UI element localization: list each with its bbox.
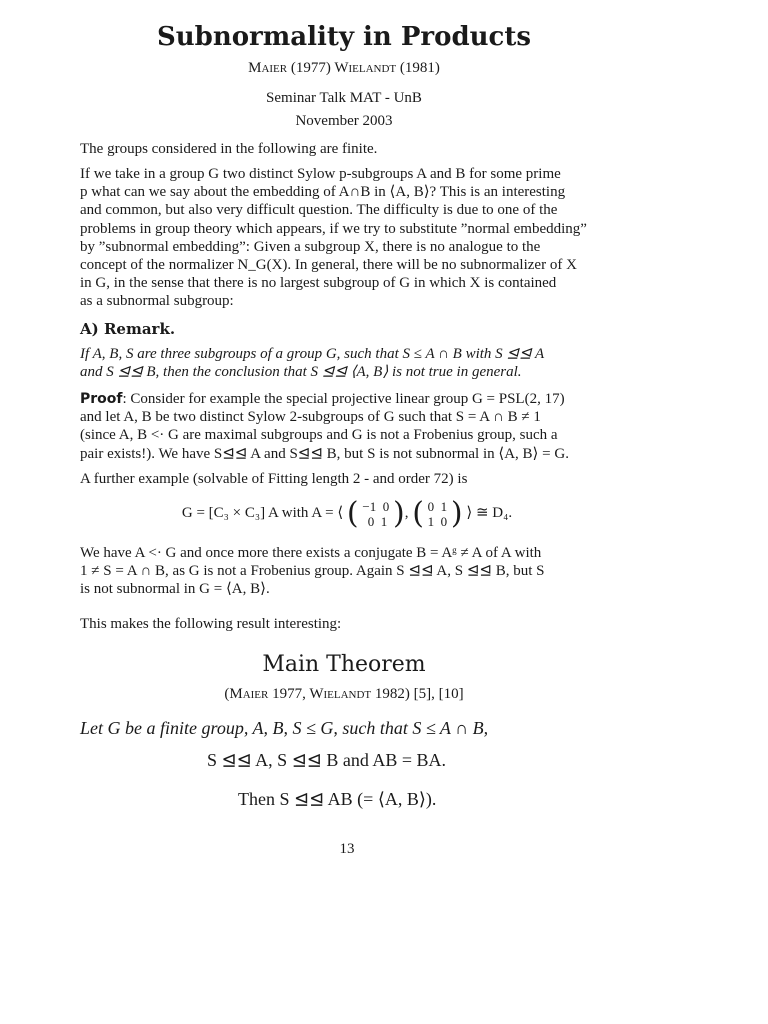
text-line: (since A, B <· G are maximal subgroups and G is not a Frobenius group, such a [80,427,558,444]
theorem-line-2: S ⊴⊴ A, S ⊴⊴ B and AB = BA. [207,750,447,770]
text-line: p what can we say about the embedding of A∩B in ⟨A, B⟩? This is an interesting [80,184,566,201]
text-line: problems in group theory which appears, if we try to substitute ”normal embedding” [80,220,587,237]
date-line: November 2003 [295,113,393,129]
text-line: If we take in a group G two distinct Sylow p-subgroups A and B for some prime [80,166,561,182]
remark-statement [80,345,614,381]
text-line: : Consider for example the special projective linear group G = PSL(2, 17) [122,391,565,407]
matrix-2 [428,499,448,529]
page-number: 13 [339,841,355,857]
matrix-row: 0 1 [364,513,388,529]
right-paren: ) [392,496,405,531]
intro-sentence: The groups considered in the following are finite. [80,141,378,157]
text-line: and common, but also very difficult question. The difficulty is due to one of the [80,202,558,219]
left-paren: ( [346,496,359,531]
text-line: is not subnormal in G = ⟨A, B⟩. [80,581,270,598]
proof-label: Proof [80,391,123,407]
theorem-line-1: Let G be a finite group, A, B, S ≤ G, such that S ≤ A ∩ B, [80,718,489,738]
motivation-paragraph [80,165,614,311]
theorem-line-3: Then S ⊴⊴ AB (= ⟨A, B⟩). [238,789,437,809]
left-paren: ( [412,496,424,531]
second-example-paragraph [80,544,614,599]
right-paren: ) [450,496,463,531]
text-line: as a subnormal subgroup: [80,293,234,310]
transition-sentence: This makes the following result interesting: [80,616,342,632]
text-line: 1 ≠ S = A ∩ B, as G is not a Frobenius group. Again S ⊴⊴ A, S ⊴⊴ B, but S [80,563,545,580]
matrix-row: −1 0 [362,498,390,514]
equation-lhs: G = [C₃ × C₃] A with A = ⟨ [181,504,344,521]
text-line: pair exists!). We have S⊴⊴ A and S⊴⊴ B, but S is not subnormal in ⟨A, B⟩ = G. [80,445,569,462]
text-line: and S ⊴⊴ B, then the conclusion that S ⊴⊴ ⟨A, B⟩ is not true in general. [80,364,522,381]
matrix-row: 0 1 [427,498,448,514]
text-line: in G, in the sense that there is no largest subgroup of G in which X is contained [80,275,557,292]
display-equation: G = [C₃ × C₃] A with A = ⟨ ( −1 0 0 1 ), ( 0 1 1 0 ) ⟩ ≅ D₄. [181,496,513,531]
matrix-1 [362,499,389,529]
matrix-row: 1 0 [427,513,448,529]
equation-rhs: ⟩ ≅ D₄. [466,504,513,521]
text-line: If A, B, S are three subgroups of a group G, such that S ≤ A ∩ B with S ⊴⊴ A [80,346,545,362]
authors-line: Maier (1977) Wielandt (1981) [248,60,440,76]
theorem-attribution: (Maier 1977, Wielandt 1982) [5], [10] [224,686,464,702]
text-line: concept of the normalizer N_G(X). In general, there will be no subnormalizer of X [80,257,577,274]
event-line: Seminar Talk MAT - UnB [266,90,422,106]
text-line: and let A, B be two distinct Sylow 2-subgroups of G such that S = A ∩ B ≠ 1 [80,409,541,426]
remark-heading: A) Remark. [80,320,176,338]
page-title: Subnormality in Products [156,22,532,52]
theorem-title: Main Theorem [262,652,426,677]
text-line: by ”subnormal embedding”: Given a subgroup X, there is no analogue to the [80,238,541,255]
example-intro: A further example (solvable of Fitting length 2 - and order 72) is [80,471,468,487]
text-line: We have A <· G and once more there exists a conjugate B = Aᵍ ≠ A of A with [80,545,542,561]
proof-paragraph [80,390,614,463]
